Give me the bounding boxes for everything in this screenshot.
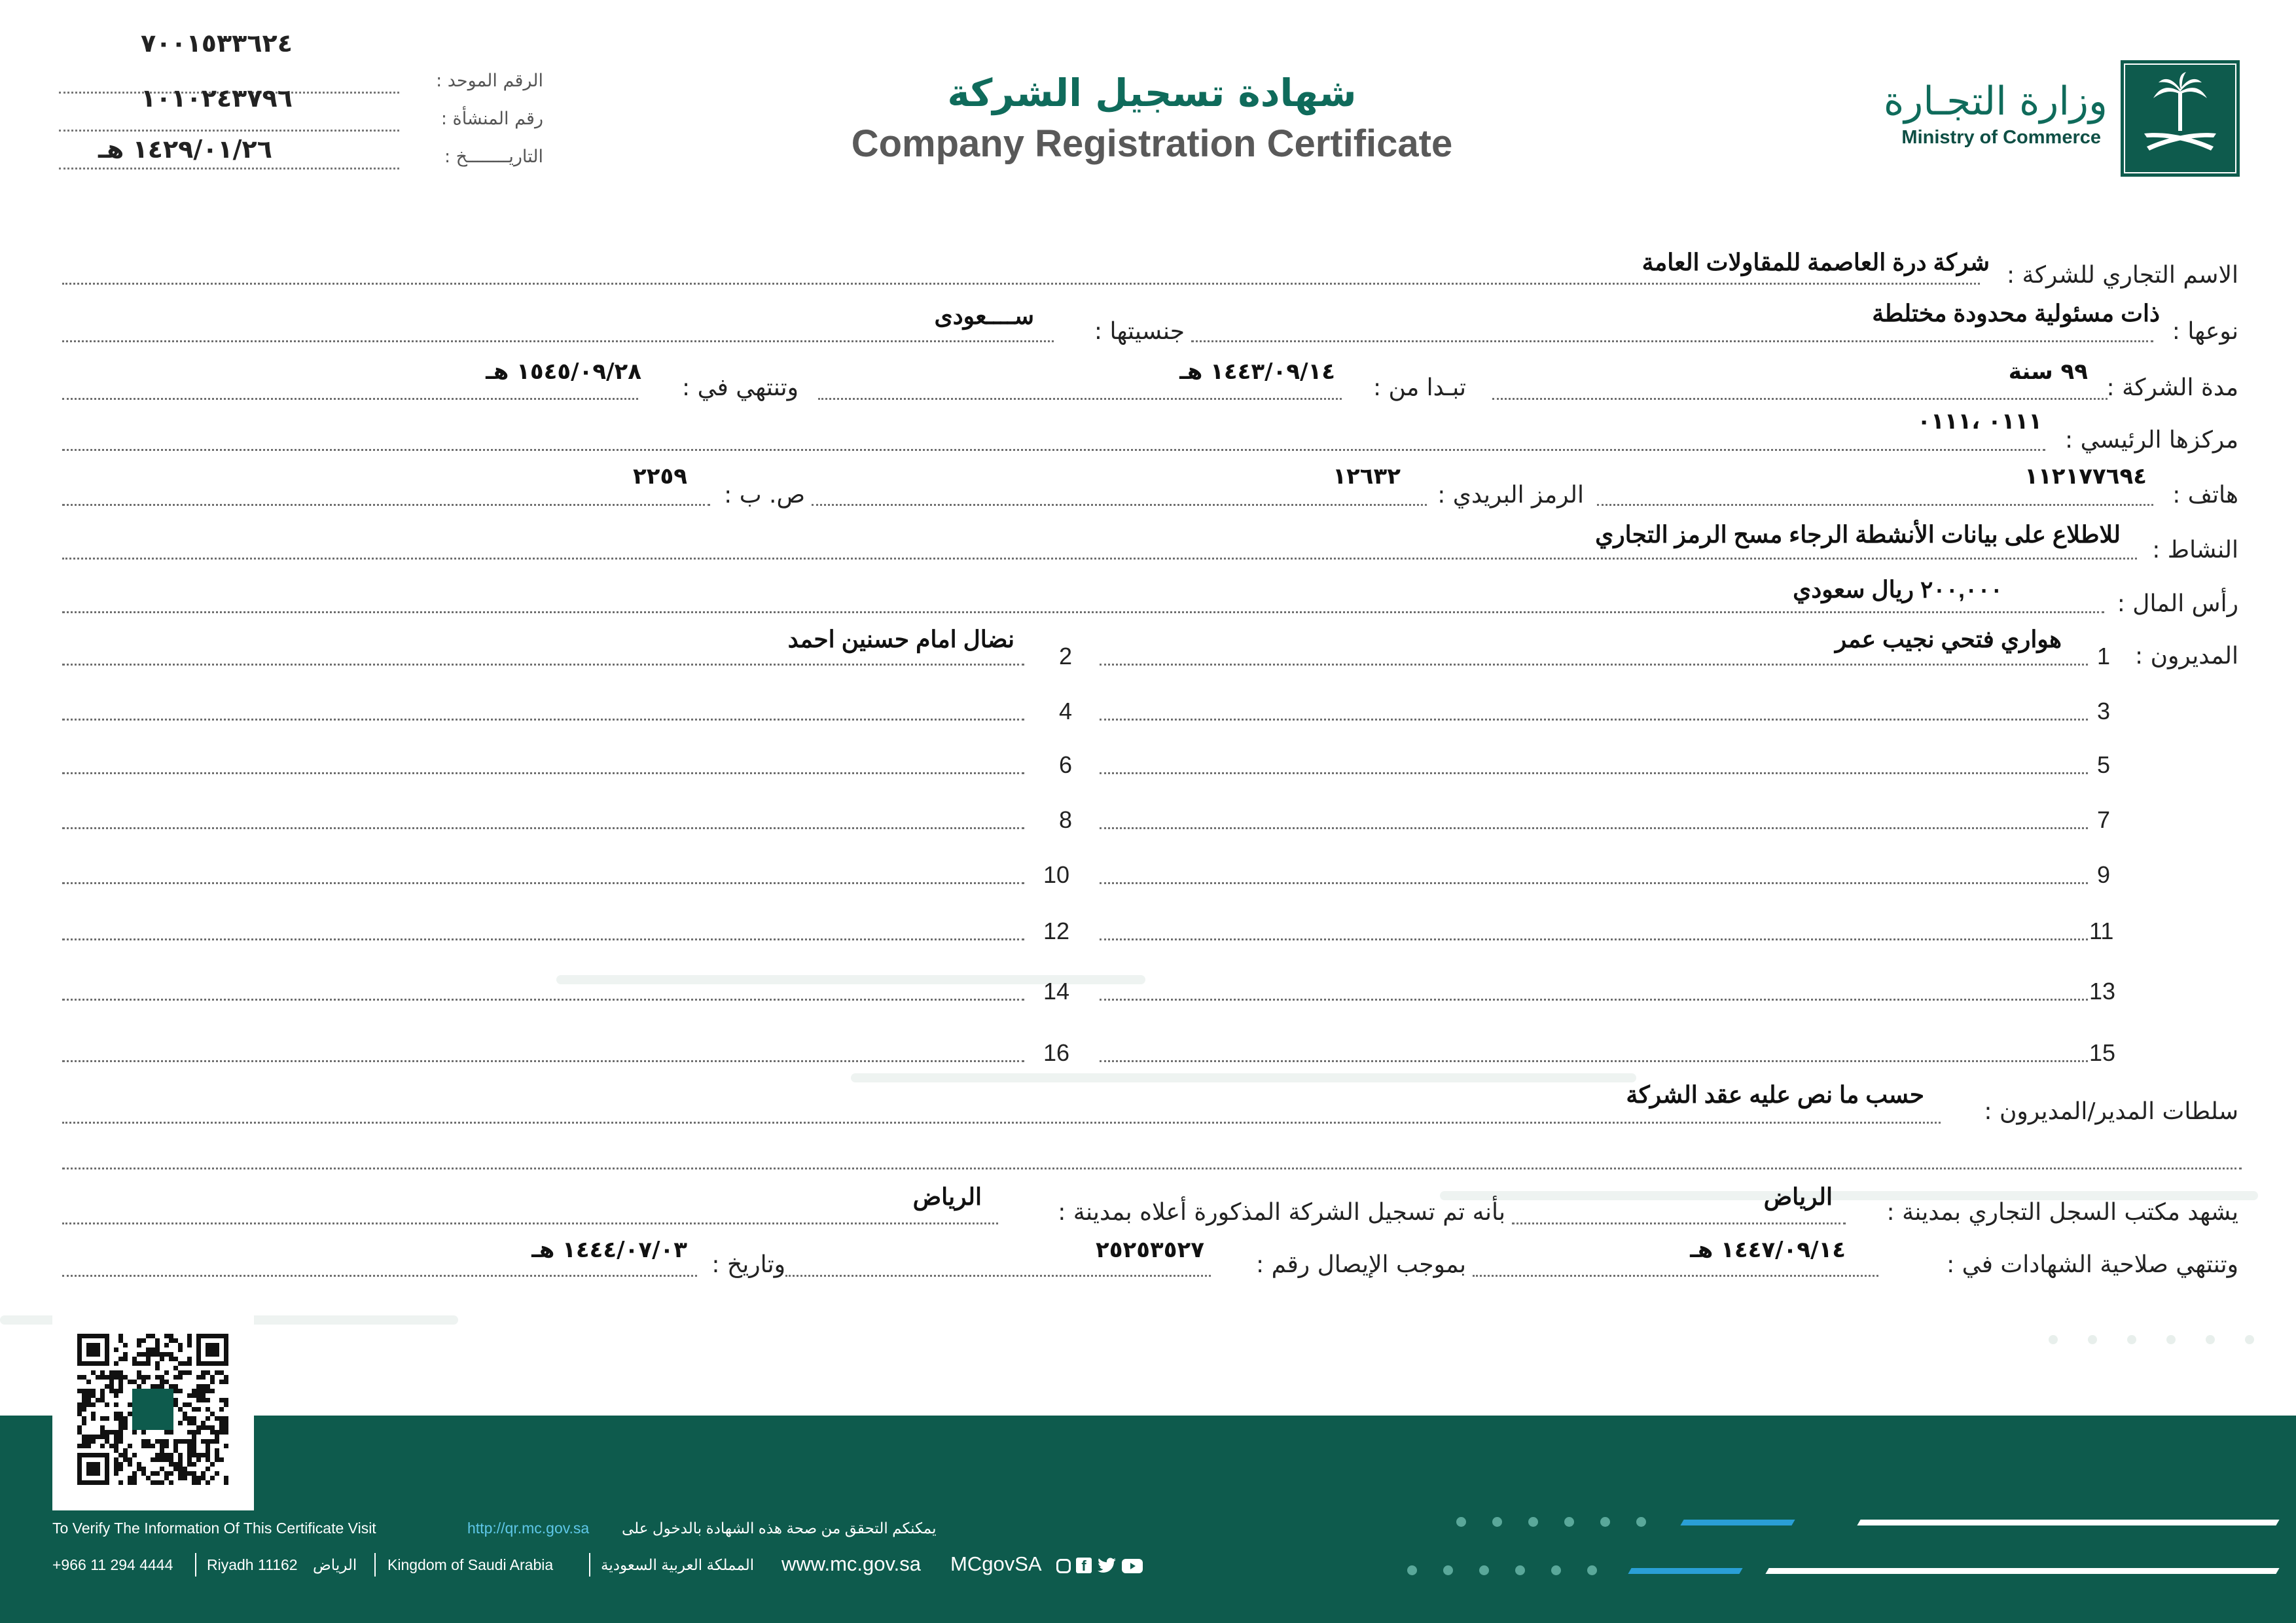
manager-number: 15 bbox=[2089, 1039, 2116, 1066]
type-value: ذات مسئولية محدودة مختلطة bbox=[1872, 300, 2160, 327]
headquarters-value: ٠١١١ ،٠١١١ bbox=[1917, 408, 2042, 435]
decorative-dot bbox=[1456, 1517, 1466, 1527]
dotted-line bbox=[1100, 999, 2088, 1001]
dotted-line bbox=[62, 1168, 2242, 1169]
background-dot bbox=[2127, 1335, 2136, 1344]
authority-label: سلطات المدير/المديرون : bbox=[1984, 1098, 2238, 1125]
dotted-line bbox=[1100, 719, 2088, 721]
capital-label: رأس المال : bbox=[2117, 590, 2238, 617]
dotted-line bbox=[59, 168, 399, 169]
youtube-icon[interactable] bbox=[1122, 1559, 1143, 1573]
background-dot bbox=[2245, 1335, 2254, 1344]
decorative-line bbox=[1628, 1568, 1742, 1574]
dotted-line bbox=[1100, 1060, 2088, 1062]
nationality-label: جنسيتها : bbox=[1094, 318, 1185, 345]
dotted-line bbox=[62, 1060, 1024, 1062]
separator bbox=[374, 1553, 376, 1577]
footer-city-english: Riyadh 11162 bbox=[207, 1556, 298, 1573]
unified-number-top: ٧٠٠١٥٣٣٦٢٤ bbox=[141, 29, 293, 58]
activity-value: للاطلاع على بيانات الأنشطة الرجاء مسح الرمز التجاري bbox=[1595, 521, 2121, 548]
dotted-line bbox=[62, 449, 2045, 451]
receipt-number-value: ٢٥٢٥٣٥٢٧ bbox=[1095, 1237, 1204, 1263]
decorative-dot bbox=[1407, 1565, 1417, 1575]
receipt-number-label: بموجب الإيصال رقم : bbox=[1256, 1251, 1466, 1278]
dotted-line bbox=[62, 1275, 697, 1277]
footer-social-handle[interactable]: MCgovSA bbox=[950, 1552, 1042, 1575]
manager-number: 3 bbox=[2097, 698, 2111, 724]
decorative-dot bbox=[1528, 1517, 1538, 1527]
dotted-line bbox=[62, 827, 1024, 829]
po-box-label: ص. ب : bbox=[724, 482, 805, 508]
footer-city-arabic: الرياض bbox=[313, 1556, 357, 1573]
decorative-line bbox=[1857, 1520, 2279, 1525]
dotted-line bbox=[62, 340, 1054, 342]
postal-code-label: الرمز البريدي : bbox=[1437, 482, 1584, 508]
background-dot bbox=[2206, 1335, 2215, 1344]
dotted-line bbox=[62, 664, 1024, 666]
twitter-icon[interactable] bbox=[1097, 1558, 1117, 1573]
manager-name: نضال امام حسنين احمد bbox=[787, 626, 1014, 652]
trade-name-value: شركة درة العاصمة للمقاولات العامة bbox=[1641, 249, 1990, 276]
establishment-number-label: رقم المنشأة : bbox=[440, 109, 543, 129]
decorative-dot bbox=[1492, 1517, 1502, 1527]
decorative-dot bbox=[1551, 1565, 1561, 1575]
dotted-line bbox=[62, 504, 710, 506]
dotted-line bbox=[62, 938, 1024, 940]
ministry-name-english: Ministry of Commerce bbox=[1901, 127, 2101, 148]
background-dot bbox=[2049, 1335, 2058, 1344]
dotted-line bbox=[62, 611, 2104, 613]
start-date-label: تبـدا من : bbox=[1372, 374, 1466, 401]
decorative-dot bbox=[1600, 1517, 1610, 1527]
manager-number: 1 bbox=[2097, 643, 2111, 669]
capital-value: ٢٠٠,٠٠٠ ريال سعودي bbox=[1793, 576, 2003, 603]
manager-number: 11 bbox=[2089, 918, 2114, 944]
separator bbox=[195, 1553, 196, 1577]
manager-number: 16 bbox=[1043, 1039, 1070, 1066]
dotted-line bbox=[62, 772, 1024, 774]
postal-code-value: ١٢٦٣٢ bbox=[1333, 463, 1401, 490]
dotted-line bbox=[1473, 1275, 1878, 1277]
decorative-line bbox=[1680, 1520, 1795, 1525]
dotted-line bbox=[1100, 664, 2088, 666]
end-date-label: وتنتهي في : bbox=[682, 374, 798, 401]
footer-country-english: Kingdom of Saudi Arabia bbox=[387, 1556, 554, 1573]
decorative-dot bbox=[1587, 1565, 1597, 1575]
manager-number: 13 bbox=[2089, 978, 2116, 1005]
verify-text-arabic: يمكنكم التحقق من صحة هذه الشهادة بالدخول على bbox=[622, 1520, 937, 1537]
decorative-dot bbox=[1564, 1517, 1574, 1527]
dotted-line bbox=[1100, 827, 2088, 829]
dotted-line bbox=[1100, 882, 2088, 884]
dotted-line bbox=[818, 398, 1342, 400]
receipt-date-label: وتاريخ : bbox=[711, 1251, 785, 1278]
manager-number: 2 bbox=[1059, 643, 1073, 669]
instagram-icon[interactable] bbox=[1056, 1559, 1071, 1573]
unified-number-label: الرقم الموحد : bbox=[436, 71, 543, 91]
registered-city: الرياض bbox=[912, 1183, 982, 1210]
po-box-value: ٢٢٥٩ bbox=[632, 463, 687, 490]
manager-number: 4 bbox=[1059, 698, 1073, 724]
facebook-icon[interactable]: f bbox=[1076, 1558, 1092, 1573]
decorative-line bbox=[1765, 1568, 2279, 1574]
registered-city-label: بأنه تم تسجيل الشركة المذكورة أعلاه بمدينة : bbox=[1058, 1199, 1505, 1226]
footer-country-arabic: المملكة العربية السعودية bbox=[601, 1556, 755, 1573]
activity-label: النشاط : bbox=[2152, 537, 2238, 563]
dotted-line bbox=[62, 558, 2137, 560]
manager-number: 12 bbox=[1043, 918, 1070, 944]
manager-number: 9 bbox=[2097, 861, 2111, 888]
dotted-line bbox=[62, 1122, 1941, 1124]
dotted-line bbox=[1100, 938, 2088, 940]
manager-number: 5 bbox=[2097, 751, 2111, 778]
verify-text-english: To Verify The Information Of This Certificate Visit bbox=[52, 1520, 376, 1537]
background-dot bbox=[2166, 1335, 2176, 1344]
trade-name-label: الاسم التجاري للشركة : bbox=[2006, 262, 2238, 289]
certificate-title-arabic: شهادة تسجيل الشركة bbox=[947, 71, 1357, 115]
decorative-dot bbox=[1636, 1517, 1646, 1527]
manager-number: 10 bbox=[1043, 861, 1070, 888]
duration-label: مدة الشركة : bbox=[2106, 374, 2238, 401]
phone-label: هاتف : bbox=[2172, 482, 2238, 508]
manager-number: 7 bbox=[2097, 806, 2111, 833]
end-date-value: ١٥٤٥/٠٩/٢٨ هـ bbox=[486, 359, 641, 385]
dotted-line bbox=[62, 398, 638, 400]
separator bbox=[589, 1553, 590, 1577]
date-label: التاريــــــــخ : bbox=[444, 147, 543, 167]
certify-label: يشهد مكتب السجل التجاري بمدينة : bbox=[1886, 1199, 2238, 1226]
issue-date: ١٤٢٩/٠١/٢٦ هـ bbox=[98, 135, 272, 164]
ministry-name-arabic: وزارة التجـارة bbox=[1883, 79, 2108, 124]
dotted-line bbox=[62, 1222, 998, 1224]
type-label: نوعها : bbox=[2172, 318, 2238, 345]
manager-number: 8 bbox=[1059, 806, 1073, 833]
dotted-line bbox=[62, 882, 1024, 884]
dotted-line bbox=[1492, 398, 2108, 400]
dotted-line bbox=[1597, 504, 2153, 506]
authority-value: حسب ما نص عليه عقد الشركة bbox=[1626, 1081, 1924, 1108]
phone-value: ١١٢١٧٧٦٩٤ bbox=[2024, 463, 2147, 490]
ministry-emblem bbox=[2121, 60, 2240, 177]
dotted-line bbox=[1512, 1222, 1846, 1224]
dotted-line bbox=[785, 1275, 1211, 1277]
validity-label: وتنتهي صلاحية الشهادات في : bbox=[1946, 1251, 2238, 1278]
qr-code[interactable] bbox=[52, 1309, 254, 1510]
validity-value: ١٤٤٧/٠٩/١٤ هـ bbox=[1690, 1237, 1846, 1263]
dotted-line bbox=[62, 283, 1980, 285]
manager-number: 6 bbox=[1059, 751, 1073, 778]
decorative-dot bbox=[1515, 1565, 1525, 1575]
certificate-title-english: Company Registration Certificate bbox=[851, 122, 1453, 165]
managers-label: المديرون : bbox=[2135, 643, 2238, 669]
nationality-value: ســــعودى bbox=[934, 302, 1034, 329]
manager-number: 14 bbox=[1043, 978, 1070, 1005]
receipt-date-value: ١٤٤٤/٠٧/٠٣ هـ bbox=[531, 1237, 687, 1263]
headquarters-label: مركزها الرئيسي : bbox=[2065, 427, 2238, 454]
background-dot bbox=[2088, 1335, 2097, 1344]
verify-link[interactable]: http://qr.mc.gov.sa bbox=[467, 1520, 590, 1537]
dotted-line bbox=[59, 130, 399, 132]
duration-value: ٩٩ سنة bbox=[2008, 359, 2088, 385]
manager-name: هواري فتحي نجيب عمر bbox=[1835, 626, 2062, 652]
certify-city: الرياض bbox=[1763, 1183, 1833, 1210]
dotted-line bbox=[812, 504, 1427, 506]
start-date-value: ١٤٤٣/٠٩/١٤ هـ bbox=[1179, 359, 1335, 385]
establishment-number: ١٠١٠٢٤٣٧٩٦ bbox=[141, 84, 293, 113]
dotted-line bbox=[1100, 772, 2088, 774]
decorative-dot bbox=[1443, 1565, 1453, 1575]
footer-website[interactable]: www.mc.gov.sa bbox=[781, 1552, 922, 1575]
dotted-line bbox=[1191, 340, 2153, 342]
dotted-line bbox=[62, 999, 1024, 1001]
dotted-line bbox=[62, 719, 1024, 721]
decorative-dot bbox=[1479, 1565, 1489, 1575]
footer-phone: +966 11 294 4444 bbox=[52, 1556, 173, 1573]
